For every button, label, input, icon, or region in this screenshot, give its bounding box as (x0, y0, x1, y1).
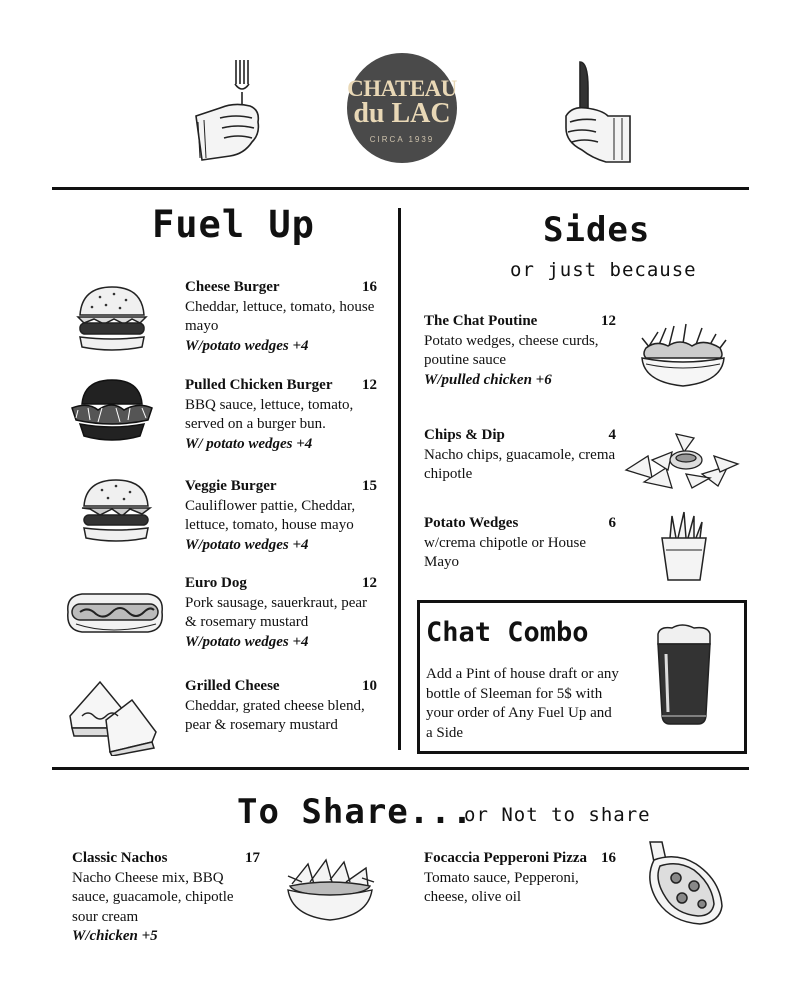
item-price: 10 (362, 678, 377, 694)
chips-dip-icon (622, 430, 742, 490)
to-share-heading: To Share... (237, 792, 474, 832)
menu-item-potato-wedges (424, 514, 616, 573)
restaurant-logo (347, 53, 457, 163)
item-description: Cheddar, grated cheese blend, pear & rosemary mustard (185, 697, 365, 733)
pizza-icon (636, 838, 732, 926)
fuel-up-heading: Fuel Up (152, 203, 315, 246)
item-name: Potato Wedges (424, 515, 519, 531)
menu-item-cheese-burger (185, 278, 377, 356)
hand-knife-icon (552, 58, 632, 168)
item-name: Focaccia Pepperoni Pizza (424, 850, 588, 866)
item-extra: W/potato wedges +4 (185, 536, 309, 553)
logo-line-1: CHATEAU (347, 76, 457, 101)
pulled-chicken-burger-icon (68, 378, 156, 444)
chat-combo-title: Chat Combo (426, 617, 589, 648)
item-name: Cheese Burger (185, 279, 280, 295)
item-extra: W/chicken +5 (72, 928, 158, 944)
item-description: Nacho chips, guacamole, crema chipotle (424, 446, 616, 482)
item-price: 12 (362, 575, 377, 591)
item-price: 15 (362, 478, 377, 494)
item-description: Nacho Cheese mix, BBQ sauce, guacamole, chipotle sour cream (72, 869, 234, 925)
beer-pint-icon (652, 624, 716, 728)
to-share-subheading: or Not to share (464, 804, 651, 826)
menu-item-classic-nachos (72, 849, 260, 947)
item-name: Chips & Dip (424, 427, 505, 443)
item-name: Pulled Chicken Burger (185, 377, 333, 393)
menu-item-pulled-chicken-burger (185, 376, 377, 454)
item-extra: W/potato wedges +4 (185, 633, 309, 650)
item-price: 17 (245, 850, 260, 866)
logo-line-2: du LAC (353, 98, 451, 129)
item-name: The Chat Poutine (424, 313, 538, 329)
top-divider (52, 187, 749, 190)
item-price: 16 (601, 850, 616, 866)
item-price: 6 (608, 515, 616, 531)
item-price: 4 (608, 427, 616, 443)
bottom-divider (52, 767, 749, 770)
item-name: Grilled Cheese (185, 678, 280, 694)
menu-item-veggie-burger (185, 477, 377, 555)
menu-item-euro-dog (185, 574, 377, 652)
item-description: w/crema chipotle or House Mayo (424, 534, 587, 570)
logo-line-3: CIRCA 1939 (369, 135, 435, 144)
nachos-icon (282, 854, 378, 924)
chat-combo-text: Add a Pint of house draft or any bottle of Sleeman for 5$ with your order of Any Fuel Up and a Side (426, 666, 619, 741)
hand-fork-icon (190, 58, 270, 168)
item-description: Tomato sauce, Pepperoni, cheese, olive oil (424, 869, 579, 905)
burger-icon (74, 283, 150, 353)
item-extra: W/ potato wedges +4 (185, 435, 313, 452)
sides-subheading: or just because (510, 259, 697, 281)
item-description: Pork sausage, sauerkraut, pear & rosemary mustard (185, 594, 368, 630)
menu-item-focaccia-pizza (424, 849, 616, 908)
item-extra: W/potato wedges +4 (185, 337, 309, 354)
sandwich-icon (66, 676, 160, 756)
item-description: Cheddar, lettuce, tomato, house mayo (185, 298, 375, 334)
veggie-burger-icon (78, 476, 154, 544)
item-name: Classic Nachos (72, 850, 168, 866)
poutine-icon (636, 318, 730, 390)
item-description: Potato wedges, cheese curds, poutine sauce (424, 332, 599, 368)
fries-icon (658, 510, 710, 582)
item-price: 12 (362, 377, 377, 393)
item-name: Euro Dog (185, 575, 247, 591)
menu-item-chat-poutine (424, 312, 616, 390)
item-price: 16 (362, 279, 377, 295)
item-extra: W/pulled chicken +6 (424, 371, 552, 388)
sides-heading: Sides (543, 210, 651, 250)
item-name: Veggie Burger (185, 478, 277, 494)
hot-dog-icon (62, 584, 168, 640)
menu-item-chips-dip (424, 426, 616, 485)
item-description: Cauliflower pattie, Cheddar, lettuce, tomato, house mayo (185, 497, 356, 533)
column-divider (398, 208, 401, 750)
item-description: BBQ sauce, lettuce, tomato, served on a burger bun. (185, 396, 354, 432)
item-price: 12 (601, 313, 616, 329)
menu-item-grilled-cheese (185, 677, 377, 736)
